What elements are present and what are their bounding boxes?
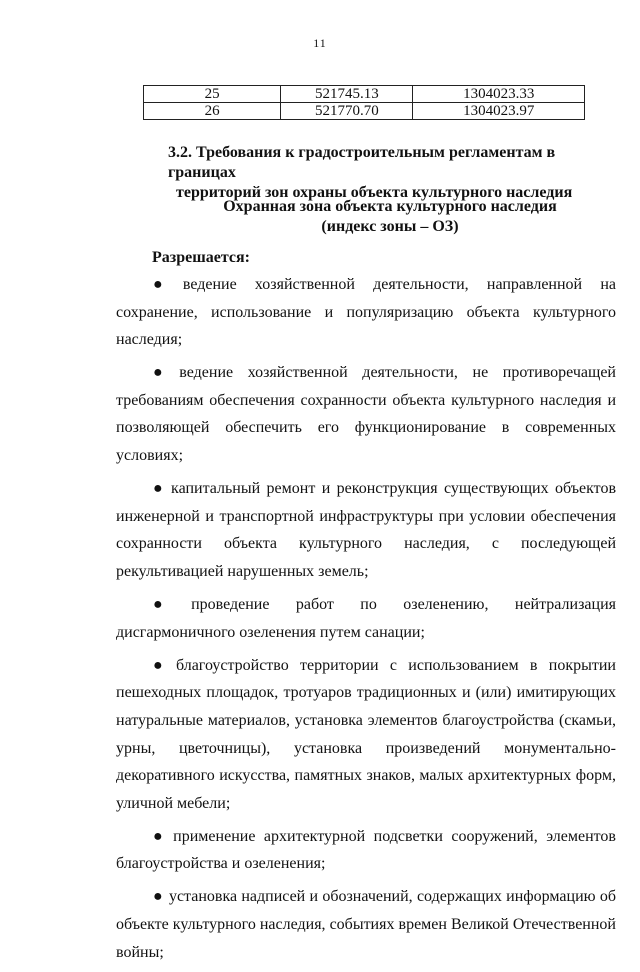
zone-title-line-2: (индекс зоны – ОЗ) xyxy=(321,218,459,235)
list-item-text: благоустройство территории с использованием в покрытии пешеходных площадок, тротуаров традиционных и (или) имитирующих натуральные материалов, установка элементов благоустройства (скамьи, урны, цветочницы), установка произведений монументально-декоративного искусства, памятных знаков, малых архитектурных форм, уличной мебели; xyxy=(116,656,616,812)
bullet-icon: ● xyxy=(153,827,168,845)
point-number-cell: 26 xyxy=(144,103,281,120)
list-item-text: применение архитектурной подсветки сооружений, элементов благоустройства и озеленения; xyxy=(116,827,616,873)
section-heading xyxy=(168,143,608,203)
list-item-text: установка надписей и обозначений, содержащих информацию об объекте культурного наследия, событиях времен Великой Отечественной войны; xyxy=(116,888,616,961)
bullet-icon: ● xyxy=(153,888,163,906)
list-item xyxy=(116,271,616,354)
y-coordinate-cell: 1304023.33 xyxy=(413,86,585,103)
point-number-cell: 25 xyxy=(144,86,281,103)
list-item xyxy=(116,591,616,646)
list-item xyxy=(116,475,616,585)
section-heading-line-2: территорий зон охраны объекта культурного наследия xyxy=(176,184,573,201)
bullet-icon: ● xyxy=(153,276,177,293)
page-number: 11 xyxy=(313,36,327,50)
list-item-text: ведение хозяйственной деятельности, направленной на сохранение, использование и популяризацию объекта культурного наследия; xyxy=(116,276,616,349)
list-item xyxy=(116,883,616,966)
x-coordinate-cell: 521745.13 xyxy=(281,86,413,103)
bullet-icon: ● xyxy=(153,480,166,498)
section-heading-line-1: 3.2. Требования к градостроительным регламентам в границах xyxy=(168,144,556,181)
zone-title-line-1: Охранная зона объекта культурного наследия xyxy=(223,198,557,215)
list-item xyxy=(116,823,616,878)
bullet-icon: ● xyxy=(153,656,170,674)
list-item xyxy=(116,652,616,818)
list-item xyxy=(116,359,616,469)
x-coordinate-cell: 521770.70 xyxy=(281,103,413,120)
bullet-icon: ● xyxy=(153,364,174,382)
table-row xyxy=(144,86,585,103)
list-item-text: проведение работ по озеленению, нейтрализация дисгармоничного озеленения путем санации; xyxy=(116,596,617,641)
coordinates-table xyxy=(143,85,585,120)
y-coordinate-cell: 1304023.97 xyxy=(413,103,585,120)
list-item-text: капитальный ремонт и реконструкция существующих объектов инженерной и транспортной инфраструктуры при условии обеспечения сохранности объекта культурного наследия, с последующей рекультивацией нарушенных земель; xyxy=(116,480,616,580)
list-item-text: ведение хозяйственной деятельности, не противоречащей требованиям обеспечения сохранности объекта культурного наследия и позволяющей обеспечить его функционирование в современных условиях; xyxy=(116,364,616,465)
table-row xyxy=(144,103,585,120)
zone-title xyxy=(160,197,620,237)
allowed-list xyxy=(116,271,616,972)
bullet-icon: ● xyxy=(153,596,186,614)
allowed-label: Разрешается: xyxy=(152,249,250,266)
